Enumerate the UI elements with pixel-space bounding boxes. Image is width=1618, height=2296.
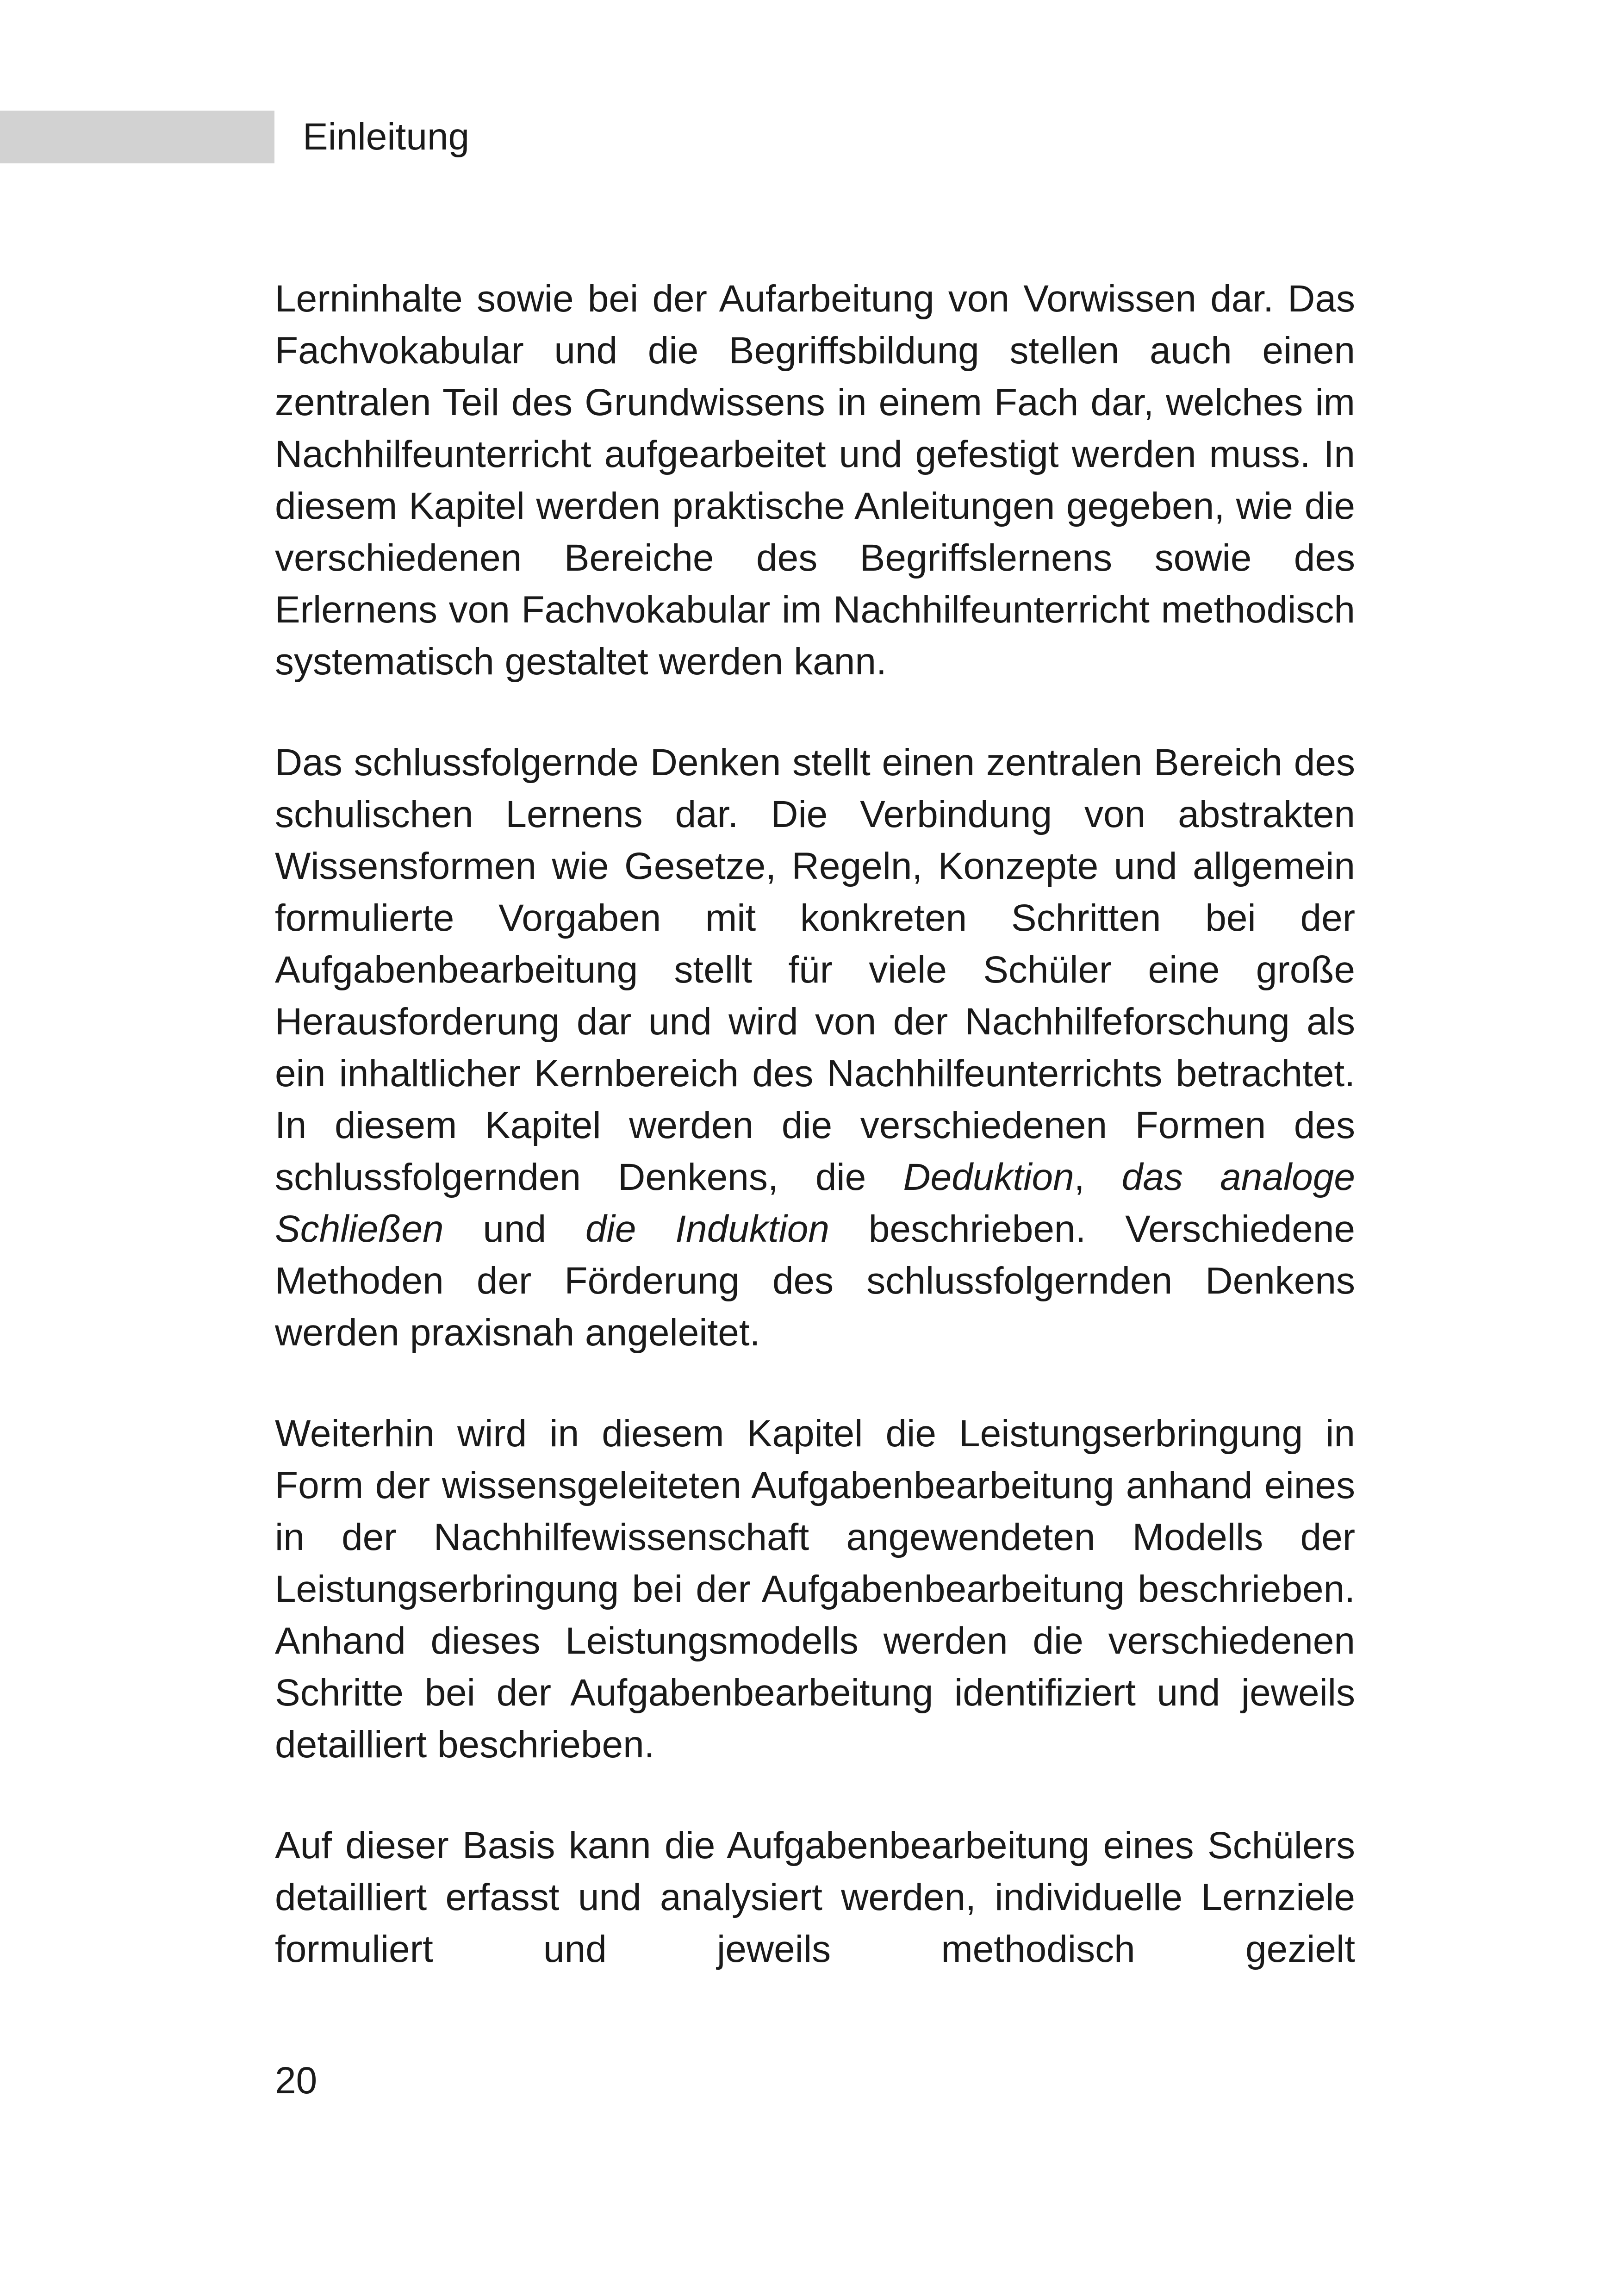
running-head: Einleitung xyxy=(303,116,470,158)
paragraph-text: , xyxy=(1074,1156,1122,1198)
page-number: 20 xyxy=(275,2060,317,2102)
paragraph: Auf dieser Basis kann die Aufgabenbearbeitung eines Schülers detailliert erfasst und analysiert werden, individuelle Lernziele formuliert und jeweils methodisch gezielt xyxy=(275,1824,1355,1970)
paragraph-text: Das schlussfolgernde Denken stellt einen zentralen Bereich des schulischen Lernens dar. Die Verbindung von abstrakten Wissensformen wie Gesetze, Regeln, Konzepte und allgemein formulierte Vorgaben mit konkreten Schritten bei der Aufgabenbearbeitung stellt für viele Schüler eine große Herausforderung dar und wird von der Nachhilfeforschung als ein inhaltlicher Kernbereich des Nachhilfeunterrichts betrachtet. In diesem Kapitel werden die verschiedenen Formen des schlussfolgernden Denkens, die xyxy=(275,741,1355,1198)
emphasis-term: das analoge Schließen xyxy=(275,1156,1355,1250)
body-text xyxy=(275,273,1355,1975)
paragraph: Weiterhin wird in diesem Kapitel die Leistungserbringung in Form der wissensgeleiteten Aufgabenbearbeitung anhand eines in der Nachhilfewissenschaft angewendeten Modells der Leistungserbringung bei der Aufgabenbearbeitung beschrieben. Anhand dieses Leistungsmodells werden die verschiedenen Schritte bei der Aufgabenbearbeitung identifiziert und jeweils detailliert beschrieben. xyxy=(275,1412,1355,1766)
running-head-bar xyxy=(0,111,274,163)
paragraph xyxy=(275,737,1355,1359)
paragraph-text: und xyxy=(443,1208,585,1250)
emphasis-term: Deduktion xyxy=(903,1156,1074,1198)
emphasis-term: die Induktion xyxy=(585,1208,829,1250)
paragraph: Lerninhalte sowie bei der Aufarbeitung von Vorwissen dar. Das Fachvokabular und die Begriffsbildung stellen auch einen zentralen Teil des Grundwissens in einem Fach dar, welches im Nachhilfeunterricht aufgearbeitet und gefestigt werden muss. In diesem Kapitel werden praktische Anleitungen gegeben, wie die verschiedenen Bereiche des Begriffslernens sowie des Erlernens von Fachvokabular im Nachhilfeunterricht methodisch systematisch gestaltet werden kann. xyxy=(275,278,1355,683)
paragraph-text: beschrieben. Verschiedene Methoden der Förderung des schlussfolgernden Denkens werden praxisnah angeleitet. xyxy=(275,1208,1355,1354)
